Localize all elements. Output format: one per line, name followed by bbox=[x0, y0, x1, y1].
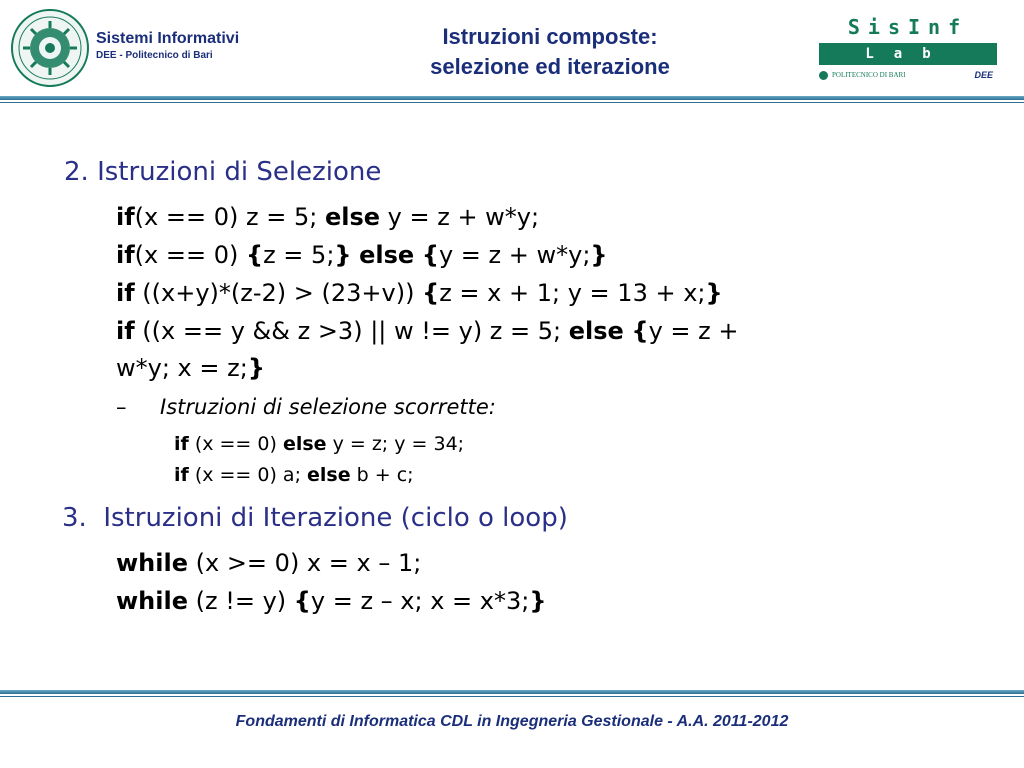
while-line-2: while (z != y) {y = z – x; x = x*3;} bbox=[116, 587, 547, 615]
slide-title-line1: Istruzioni composte: bbox=[442, 24, 658, 49]
footer-rule bbox=[0, 690, 1024, 694]
code-line-1: if(x == 0) z = 5; else y = z + w*y; bbox=[116, 203, 540, 231]
code-line-4: if ((x == y && z >3) || w != y) z = 5; else {y = z + bbox=[116, 317, 739, 345]
code-line-2: if(x == 0) {z = 5;} else {y = z + w*y;} bbox=[116, 241, 608, 269]
politecnico-seal-logo bbox=[11, 9, 89, 87]
incorrect-selection-label: Istruzioni di selezione scorrette: bbox=[160, 395, 496, 419]
header-rule bbox=[0, 96, 1024, 100]
org-name: Sistemi Informativi bbox=[96, 30, 240, 47]
bad-code-line-1: if (x == 0) else y = z; y = 34; bbox=[174, 433, 465, 455]
poliba-dot-icon bbox=[819, 71, 828, 80]
header-rule-thin bbox=[0, 102, 1024, 103]
while-line-1: while (x >= 0) x = x – 1; bbox=[116, 549, 422, 577]
section2-heading: 2. Istruzioni di Selezione bbox=[64, 157, 382, 187]
lab-logo-band: Lab bbox=[819, 43, 997, 65]
sisinf-lab-logo bbox=[819, 13, 997, 85]
code-line-3: if ((x+y)*(z-2) > (23+v)) {z = x + 1; y = 13 + x;} bbox=[116, 279, 723, 307]
org-subtitle: DEE - Politecnico di Bari bbox=[96, 50, 213, 61]
lab-logo-top: SisInf bbox=[847, 15, 969, 39]
slide-title bbox=[360, 22, 740, 82]
lab-logo-foot bbox=[819, 69, 997, 83]
slide-title-line2: selezione ed iterazione bbox=[430, 54, 670, 79]
section3-heading: 3. Istruzioni di Iterazione (ciclo o loop) bbox=[62, 503, 568, 533]
lab-logo-dee: DEE bbox=[974, 70, 993, 80]
footer-rule-thin bbox=[0, 696, 1024, 697]
code-line-5: w*y; x = z;} bbox=[116, 354, 265, 382]
lab-logo-poli: POLITECNICO DI BARI bbox=[819, 69, 906, 81]
bad-code-line-2: if (x == 0) a; else b + c; bbox=[174, 464, 414, 486]
bullet-dash: – bbox=[116, 395, 127, 419]
footer-text: Fondamenti di Informatica CDL in Ingegneria Gestionale - A.A. 2011-2012 bbox=[235, 713, 789, 730]
